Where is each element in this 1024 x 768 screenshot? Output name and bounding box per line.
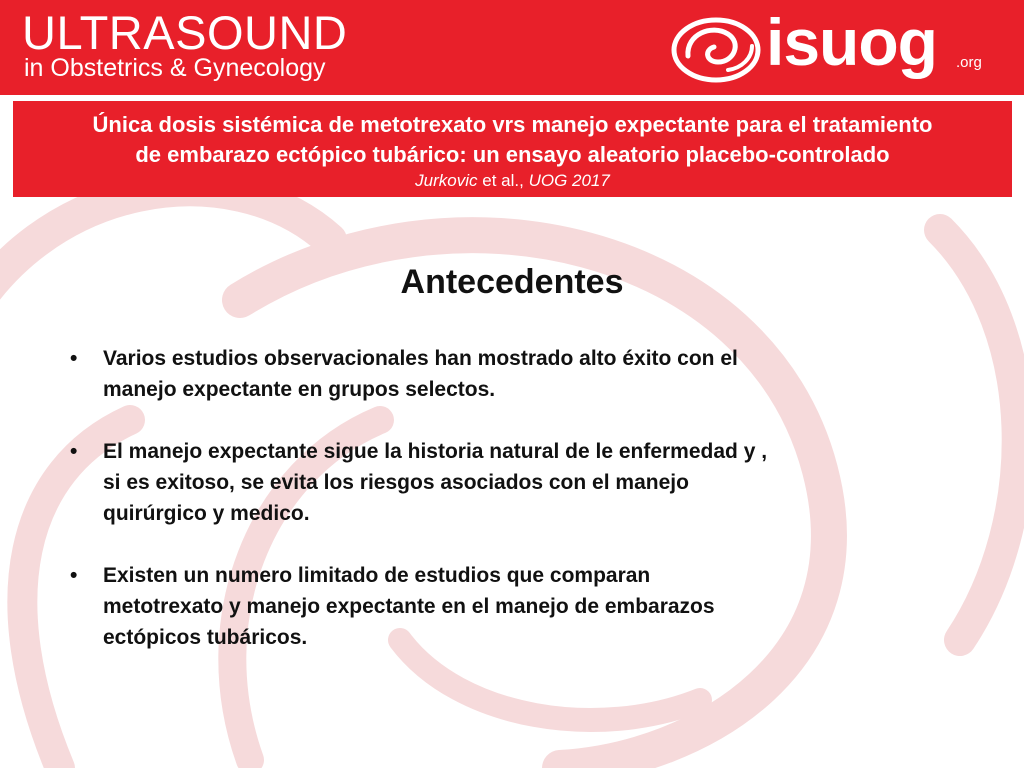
bullet-marker: • (70, 564, 78, 587)
isuog-swirl-icon (668, 12, 764, 84)
journal-subtitle: in Obstetrics & Gynecology (24, 54, 326, 82)
bullet-item (70, 436, 950, 529)
bullet-line: manejo expectante en grupos selectos. (103, 378, 496, 401)
bullet-line: quirúrgico y medico. (103, 502, 310, 525)
article-citation (13, 170, 1012, 192)
journal-title: ULTRASOUND (22, 6, 348, 59)
citation-etal: et al., (477, 171, 529, 190)
section-title: Antecedentes (400, 263, 624, 301)
article-title-line-2: de embarazo ectópico tubárico: un ensayo aleatorio placebo-controlado (135, 142, 890, 167)
bullet-line: Existen un numero limitado de estudios que comparan (103, 564, 651, 587)
journal-header (0, 0, 1024, 95)
bullet-marker: • (70, 440, 78, 463)
article-title-line-1: Única dosis sistémica de metotrexato vrs manejo expectante para el tratamiento (92, 112, 933, 137)
citation-author: Jurkovic (415, 171, 478, 190)
bullet-line: ectópicos tubáricos. (103, 626, 308, 649)
bullet-item (70, 560, 950, 653)
isuog-wordmark: isuog (766, 5, 937, 79)
bullet-line: si es exitoso, se evita los riesgos asociados con el manejo (103, 471, 689, 494)
article-title-banner (13, 101, 1012, 197)
bullet-line: El manejo expectante sigue la historia natural de le enfermedad y , (103, 440, 768, 463)
bullet-item (70, 343, 950, 405)
bullet-marker: • (70, 347, 78, 370)
isuog-logo (668, 5, 1008, 90)
isuog-tld: .org (956, 54, 982, 71)
citation-source: UOG 2017 (528, 171, 610, 190)
bullet-line: metotrexato y manejo expectante en el manejo de embarazos (103, 595, 715, 618)
bullet-list (70, 343, 950, 684)
bullet-line: Varios estudios observacionales han mostrado alto éxito con el (103, 347, 738, 370)
